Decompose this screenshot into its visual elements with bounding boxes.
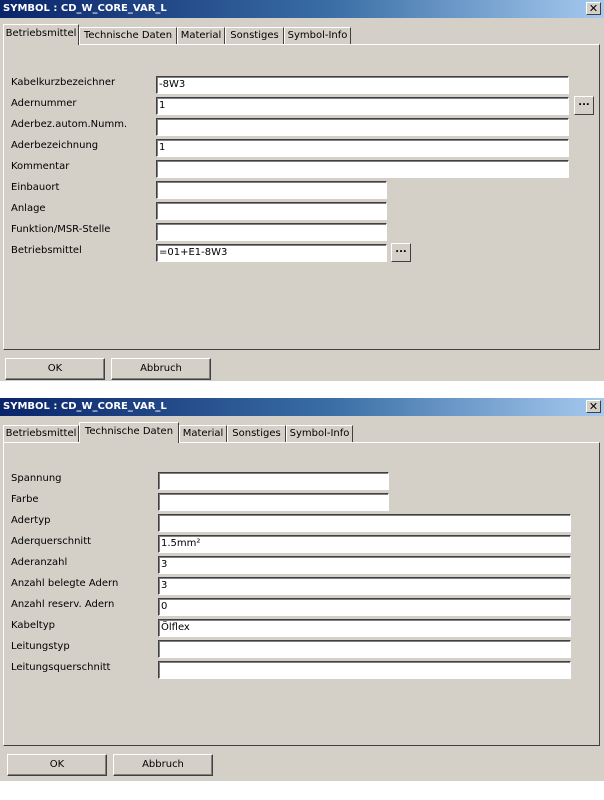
tab-material[interactable]: Material (177, 27, 225, 44)
label-adernummer: Adernummer (11, 98, 77, 109)
cancel-button[interactable]: Abbruch (111, 358, 211, 380)
kabelkurzbezeichner-input[interactable]: -8W3 (156, 76, 569, 94)
adertyp-input[interactable] (158, 514, 571, 532)
label-funktion-msr-stelle: Funktion/MSR-Stelle (11, 224, 111, 235)
tab-technische-daten[interactable]: Technische Daten (79, 422, 179, 443)
label-betriebsmittel: Betriebsmittel (11, 245, 82, 256)
label-anlage: Anlage (11, 203, 46, 214)
betriebsmittel-browse-button[interactable]: ... (391, 243, 411, 262)
label-kabeltyp: Kabeltyp (11, 620, 55, 631)
funktion-msr-stelle-input[interactable] (156, 223, 387, 241)
label-anzahl-belegte-adern: Anzahl belegte Adern (11, 578, 119, 589)
title-bar (0, 0, 604, 18)
betriebsmittel-input[interactable]: =01+E1-8W3 (156, 244, 387, 262)
tab-sonstiges[interactable]: Sonstiges (225, 27, 284, 44)
tab-panel-betriebsmittel (3, 44, 600, 350)
tab-symbol-info[interactable]: Symbol-Info (284, 27, 351, 44)
label-aderquerschnitt: Aderquerschnitt (11, 536, 92, 547)
aderbezeichnung-input[interactable]: 1 (156, 139, 569, 157)
tab-betriebsmittel[interactable]: Betriebsmittel (3, 24, 79, 45)
leitungstyp-input[interactable] (158, 640, 571, 658)
label-spannung: Spannung (11, 473, 62, 484)
symbol-dialog-technische-daten (0, 398, 604, 781)
adernummer-input[interactable]: 1 (156, 97, 569, 115)
anzahl-belegte-adern-input[interactable]: 3 (158, 577, 571, 595)
label-farbe: Farbe (11, 494, 39, 505)
cancel-button[interactable]: Abbruch (113, 754, 213, 776)
dialog-title: SYMBOL : CD_W_CORE_VAR_L (3, 401, 167, 412)
tab-sonstiges[interactable]: Sonstiges (227, 425, 286, 442)
label-kommentar: Kommentar (11, 161, 70, 172)
tab-symbol-info[interactable]: Symbol-Info (286, 425, 353, 442)
label-leitungsquerschnitt: Leitungsquerschnitt (11, 662, 111, 673)
ok-button[interactable]: OK (5, 358, 105, 380)
adernummer-browse-button[interactable]: ... (574, 96, 594, 115)
leitungsquerschnitt-input[interactable] (158, 661, 571, 679)
tab-panel-technische-daten (3, 442, 600, 746)
tab-technische-daten[interactable]: Technische Daten (79, 27, 177, 44)
anlage-input[interactable] (156, 202, 387, 220)
anzahl-reserv-adern-input[interactable]: 0 (158, 598, 571, 616)
label-aderbezeichnung: Aderbezeichnung (11, 140, 99, 151)
label-adertyp: Adertyp (11, 515, 51, 526)
label-aderbez-autom-numm: Aderbez.autom.Numm. (11, 119, 128, 130)
farbe-input[interactable] (158, 493, 389, 511)
close-icon[interactable]: ✕ (586, 2, 601, 15)
tab-material[interactable]: Material (179, 425, 227, 442)
dialog-title: SYMBOL : CD_W_CORE_VAR_L (3, 3, 167, 14)
label-anzahl-reserv-adern: Anzahl reserv. Adern (11, 599, 115, 610)
label-leitungstyp: Leitungstyp (11, 641, 70, 652)
kommentar-input[interactable] (156, 160, 569, 178)
label-aderanzahl: Aderanzahl (11, 557, 68, 568)
aderbez-autom-numm-input[interactable] (156, 118, 569, 136)
spannung-input[interactable] (158, 472, 389, 490)
close-icon[interactable]: ✕ (586, 400, 601, 413)
tab-betriebsmittel[interactable]: Betriebsmittel (3, 425, 79, 442)
ok-button[interactable]: OK (7, 754, 107, 776)
einbauort-input[interactable] (156, 181, 387, 199)
label-einbauort: Einbauort (11, 182, 60, 193)
kabeltyp-input[interactable]: Ölflex (158, 619, 571, 637)
aderquerschnitt-input[interactable]: 1.5mm² (158, 535, 571, 553)
symbol-dialog-betriebsmittel (0, 0, 604, 381)
title-bar (0, 398, 604, 416)
label-kabelkurzbezeichner: Kabelkurzbezeichner (11, 77, 116, 88)
aderanzahl-input[interactable]: 3 (158, 556, 571, 574)
